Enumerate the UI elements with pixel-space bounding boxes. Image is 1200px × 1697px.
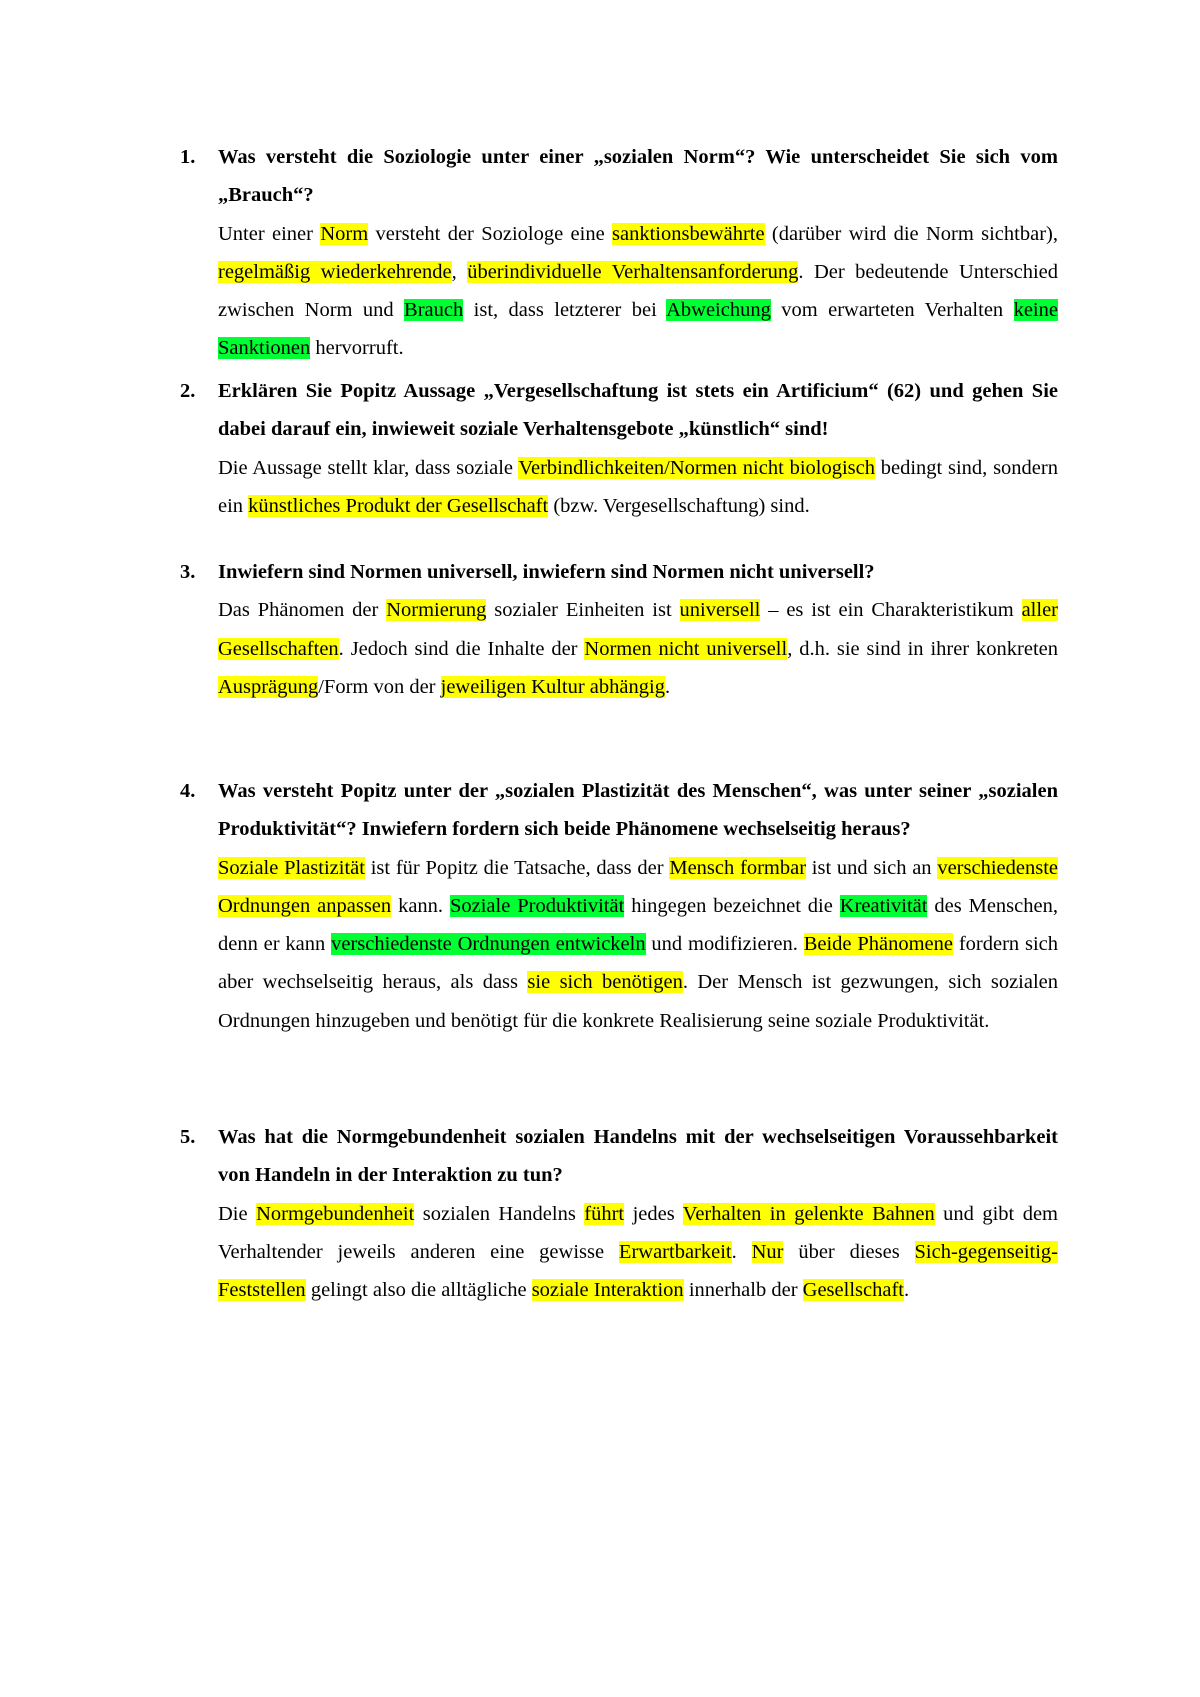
question-text: Inwiefern sind Normen universell, inwiefern sind Normen nicht universell? (218, 561, 875, 583)
highlighted-term-yellow: universell (679, 599, 761, 622)
question-number: 1. (180, 146, 196, 168)
highlighted-term-yellow: soziale Interaktion (531, 1279, 684, 1302)
highlighted-term-green: Brauch (404, 299, 464, 322)
answer-segment: sozialer Einheiten ist (486, 599, 680, 622)
answer-text (218, 591, 1058, 706)
answer-segment: (darüber wird die Norm sichtbar), (764, 222, 1058, 245)
question-block-2 (180, 372, 1058, 525)
highlighted-term-yellow: Nur (751, 1240, 784, 1263)
answer-segment: sozialen Handelns (414, 1202, 585, 1225)
highlighted-term-green: keine Sanktionen (218, 299, 1058, 360)
answer-segment: . Der Mensch ist gezwungen, sich sozialen Ordnungen hinzugeben und benötigt für die konkrete Realisierung seine soziale Produktivität. (218, 971, 1059, 1032)
highlighted-term-yellow: Norm (320, 222, 369, 245)
highlighted-term-yellow: Normen nicht universell (584, 637, 788, 660)
highlighted-term-yellow: Erwartbarkeit (618, 1240, 732, 1263)
answer-segment: Unter einer (218, 222, 321, 245)
answer-segment: (bzw. Vergesellschaftung) sind. (548, 494, 810, 517)
answer-segment: /Form von der (318, 675, 441, 698)
highlighted-term-yellow: jeweiligen Kultur abhängig (440, 675, 665, 698)
answer-segment: vom erwarteten Verhalten (770, 299, 1014, 322)
question-text: Erklären Sie Popitz Aussage „Vergesellschaftung ist stets ein Artificium“ (62) und gehen Sie dabei darauf ein, inwieweit soziale Verhaltensgebote „künstlich“ sind! (218, 380, 1058, 441)
answer-segment: . Der bedeutende Unterschied zwischen Norm und (218, 260, 1059, 322)
answer-segment: jedes (624, 1202, 683, 1225)
question-text: Was versteht die Soziologie unter einer „sozialen Norm“? Wie unterscheidet Sie sich vom „Brauch“? (218, 146, 1058, 207)
answer-segment: , d.h. sie sind in ihrer konkreten (787, 637, 1059, 660)
answer-text (218, 849, 1058, 1040)
question-block-4 (180, 772, 1058, 1040)
answer-segment: . Jedoch sind die Inhalte der (338, 637, 585, 660)
highlighted-term-green: Kreativität (839, 894, 928, 917)
answer-segment: und gibt dem Verhaltender jeweils anderen eine gewisse (218, 1202, 1058, 1263)
highlighted-term-yellow: verschiedenste Ordnungen anpassen (218, 856, 1058, 917)
highlighted-term-yellow: Sich-gegenseitig-Feststellen (218, 1240, 1058, 1302)
highlighted-term-yellow: Normgebundenheit (256, 1202, 415, 1225)
question-number: 2. (180, 380, 196, 402)
answer-segment: des Menschen, denn er kann (218, 894, 1058, 956)
highlighted-term-yellow: Soziale Plastizität (218, 856, 365, 879)
answer-segment: bedingt sind, sondern ein (218, 456, 1058, 517)
highlighted-term-yellow: Normierung (386, 599, 487, 622)
answer-segment: ist und sich an (806, 856, 938, 879)
highlighted-term-yellow: aller Gesellschaften (218, 599, 1058, 660)
highlighted-term-yellow: Verhalten in gelenkte Bahnen (682, 1202, 935, 1225)
question-block-1 (180, 138, 1058, 368)
answer-segment: hingegen bezeichnet die (624, 894, 840, 917)
question-block-5 (180, 1118, 1058, 1309)
question-number: 3. (180, 561, 196, 583)
highlighted-term-yellow: Ausprägung (218, 675, 319, 698)
answer-segment: kann. (391, 894, 450, 917)
answer-text (218, 215, 1058, 368)
question-text: Was hat die Normgebundenheit sozialen Handelns mit der wechselseitigen Voraussehbarkeit von Handeln in der Interaktion zu tun? (218, 1126, 1058, 1187)
highlighted-term-yellow: Mensch formbar (669, 856, 807, 879)
question-block-3 (180, 553, 1058, 706)
highlighted-term-yellow: regelmäßig wiederkehrende (218, 260, 452, 283)
highlighted-term-yellow: sanktionsbewährte (612, 222, 765, 245)
highlighted-term-yellow: Beide Phänomene (803, 933, 953, 956)
highlighted-term-green: Soziale Produktivität (449, 894, 625, 917)
answer-segment: Die Aussage stellt klar, dass soziale (218, 456, 519, 479)
answer-segment: . (664, 675, 671, 698)
question-number: 4. (180, 780, 196, 802)
highlighted-term-green: Abweichung (666, 299, 771, 322)
answer-text (218, 449, 1058, 526)
answer-segment: . (731, 1240, 752, 1263)
highlighted-term-yellow: Verbindlichkeiten/Normen nicht biologisch (518, 456, 875, 479)
answer-segment: Die (218, 1202, 257, 1225)
answer-text (218, 1195, 1058, 1310)
highlighted-term-yellow: überindividuelle Verhaltensanforderung (467, 260, 799, 283)
highlighted-term-yellow: Gesellschaft (802, 1279, 904, 1302)
answer-segment: fordern sich aber wechselseitig heraus, als dass (218, 933, 1059, 994)
highlighted-term-green: verschiedenste Ordnungen entwickeln (331, 933, 646, 956)
answer-segment: Das Phänomen der (218, 599, 387, 622)
answer-segment: und modifizieren. (645, 933, 804, 956)
answer-segment: ist, dass letzterer bei (463, 299, 667, 322)
highlighted-term-yellow: führt (584, 1202, 625, 1225)
answer-segment: innerhalb der (683, 1279, 803, 1302)
answer-segment: gelingt also die alltägliche (305, 1279, 532, 1302)
highlighted-term-yellow: sie sich benötigen (527, 971, 683, 994)
answer-segment: über dieses (783, 1240, 915, 1263)
answer-segment: ist für Popitz die Tatsache, dass der (364, 856, 670, 879)
highlighted-term-yellow: künstliches Produkt der Gesellschaft (248, 494, 549, 517)
question-text: Was versteht Popitz unter der „sozialen Plastizität des Menschen“, was unter seiner „sozialen Produktivität“? Inwiefern fordern sich beide Phänomene wechselseitig heraus? (218, 780, 1058, 841)
answer-segment: . (903, 1279, 910, 1302)
answer-segment: , (451, 260, 468, 283)
question-number: 5. (180, 1126, 196, 1148)
answer-segment: versteht der Soziologe eine (368, 222, 613, 245)
answer-segment: hervorruft. (310, 337, 404, 360)
answer-segment: – es ist ein Charakteristikum (760, 599, 1022, 622)
